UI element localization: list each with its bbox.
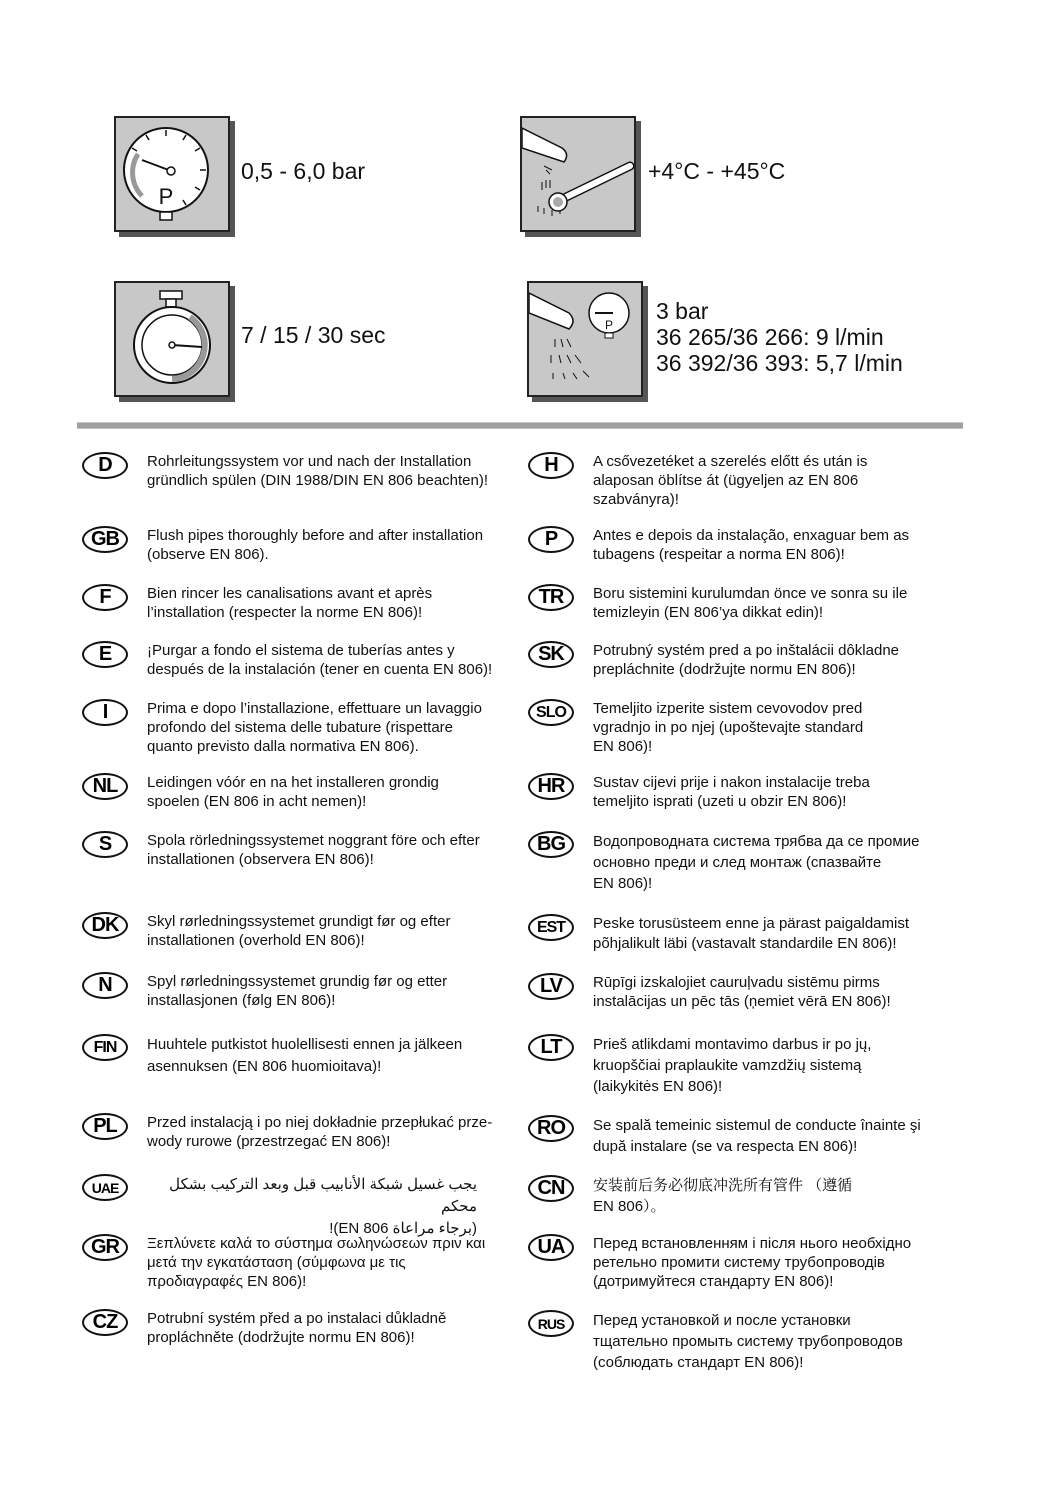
country-badge: FIN: [82, 1034, 128, 1061]
lang-row-est: [528, 914, 909, 954]
lang-row-s: [82, 831, 480, 869]
instruction-text: Водопроводната система трябва да се промие основно преди и след монтаж (спазвайте EN 806)!: [593, 833, 920, 892]
gauge-letter: P: [158, 184, 174, 209]
instruction-text: Flush pipes thoroughly before and after installation (observe EN 806).: [147, 527, 484, 563]
lang-row-slo: [528, 699, 863, 756]
country-badge: NL: [82, 773, 128, 800]
pressure-gauge-icon: [114, 116, 230, 232]
flow-rate-block: [656, 298, 903, 376]
pressure-range: 0,5 - 6,0 bar: [241, 158, 366, 184]
instruction-text: Se spală temeinic sistemul de conducte înainte şi după instalare (se va respecta EN 806)!: [593, 1117, 921, 1155]
lang-row-uae: [82, 1174, 477, 1240]
country-badge: PL: [82, 1113, 128, 1140]
lang-row-f: [82, 584, 432, 622]
country-badge: UA: [528, 1234, 574, 1261]
country-badge: EST: [528, 914, 574, 941]
country-badge: SLO: [528, 699, 574, 726]
lang-row-gb: [82, 526, 483, 564]
country-badge: DK: [82, 912, 128, 939]
instruction-text: Prieš atlikdami montavimo darbus ir po jų, kruopščiai praplaukite vamzdžių sistemą (laikykitės EN 806)!: [593, 1036, 872, 1095]
country-badge: P: [528, 526, 574, 553]
country-badge: CZ: [82, 1309, 128, 1336]
instruction-text: Antes e depois da instalação, enxaguar bem as tubagens (respeitar a norma EN 806)!: [593, 527, 910, 563]
instruction-text: Spyl rørledningssystemet grundig før og etter installasjonen (følg EN 806)!: [147, 973, 448, 1009]
section-divider: [77, 422, 963, 429]
flow-gauge-letter: P: [604, 318, 614, 332]
flow-rate-1: 36 265/36 266: 9 l/min: [656, 324, 884, 350]
flush-duration: 7 / 15 / 30 sec: [241, 322, 386, 348]
instruction-text: 安装前后务必彻底冲洗所有管件 （遵循 EN 806）。: [593, 1177, 853, 1215]
lang-row-hr: [528, 773, 870, 811]
instruction-text: Potrubní systém před a po instalaci důkladně propláchněte (dodržujte normu EN 806)!: [147, 1310, 447, 1346]
lang-row-bg: [528, 831, 919, 894]
instruction-text: Prima e dopo l’installazione, effettuare un lavaggio profondo del sistema delle tubature (rispettare quanto previsto dalla normativa EN 806).: [147, 700, 482, 755]
instruction-text: Leidingen vóór en na het installeren grondig spoelen (EN 806 in acht nemen)!: [147, 774, 439, 810]
lang-row-lt: [528, 1034, 871, 1097]
lang-row-cz: [82, 1309, 446, 1347]
instruction-text: Skyl rørledningssystemet grundigt før og efter installationen (overhold EN 806)!: [147, 913, 451, 949]
instruction-text: Перед встановленням і після нього необхідно ретельно промити систему трубопроводів (дотримуйтеся стандарту EN 806)!: [593, 1235, 912, 1290]
country-badge: F: [82, 584, 128, 611]
lang-row-ua: [528, 1234, 911, 1291]
lang-row-cn: [528, 1175, 852, 1217]
lang-row-h: [528, 452, 867, 509]
country-badge: N: [82, 972, 128, 999]
country-badge: GB: [82, 526, 128, 553]
country-badge: D: [82, 452, 128, 479]
instruction-text: Boru sistemini kurulumdan önce ve sonra su ile temizleyin (EN 806’ya dikkat edin)!: [593, 585, 908, 621]
instruction-text: Перед установкой и после установки тщательно промыть систему трубопроводов (соблюдать стандарт EN 806)!: [593, 1312, 903, 1371]
country-badge: BG: [528, 831, 574, 858]
lang-row-gr: [82, 1234, 485, 1291]
lang-row-tr: [528, 584, 907, 622]
instruction-text: Sustav cijevi prije i nakon instalacije treba temeljito isprati (uzeti u obzir EN 806)!: [593, 774, 870, 810]
instruction-text: Peske torusüsteem enne ja pärast paigaldamist põhjalikult läbi (vastavalt standardile EN 806)!: [593, 915, 910, 952]
lang-row-fin: [82, 1034, 462, 1078]
lang-row-dk: [82, 912, 450, 950]
country-badge: S: [82, 831, 128, 858]
instruction-text: Bien rincer les canalisations avant et après l’installation (respecter la norme EN 806)!: [147, 585, 433, 621]
lang-row-n: [82, 972, 447, 1010]
country-badge: UAE: [82, 1174, 128, 1201]
lang-row-pl: [82, 1113, 492, 1151]
instruction-text: Przed instalacją i po niej dokładnie przepłukać prze- wody rurowe (przestrzegać EN 806)!: [147, 1114, 493, 1150]
country-badge: TR: [528, 584, 574, 611]
lang-row-d: [82, 452, 488, 490]
flow-rate-2: 36 392/36 393: 5,7 l/min: [656, 350, 903, 376]
instruction-text: Temeljito izperite sistem cevovodov pred vgradnjo in po njej (upoštevajte standard EN 806)!: [593, 700, 864, 755]
country-badge: CN: [528, 1175, 574, 1202]
country-badge: H: [528, 452, 574, 479]
instruction-text: Huuhtele putkistot huolellisesti ennen ja jälkeen asennuksen (EN 806 huomioitava)!: [147, 1036, 463, 1075]
lang-row-p: [528, 526, 909, 564]
instruction-text: Rohrleitungssystem vor und nach der Installation gründlich spülen (DIN 1988/DIN EN 806 beachten)!: [147, 453, 489, 489]
lang-row-sk: [528, 641, 899, 679]
stopwatch-icon: [114, 281, 230, 397]
instruction-text: Ξεπλύνετε καλά το σύστημα σωληνώσεων πριν και μετά την εγκατάσταση (σύμφωνα με τις προδιαγραφές EN 806)!: [147, 1235, 486, 1290]
lang-row-nl: [82, 773, 439, 811]
country-badge: SK: [528, 641, 574, 668]
country-badge: LT: [528, 1034, 574, 1061]
instruction-text: يجب غسيل شبكة الأنابيب قبل وبعد التركيب بشكل محكم (برجاء مراعاة EN 806)!: [169, 1176, 477, 1237]
lang-row-ro: [528, 1115, 921, 1157]
country-badge: LV: [528, 973, 574, 1000]
country-badge: HR: [528, 773, 574, 800]
instruction-text: Rūpīgi izskalojiet cauruļvadu sistēmu pirms instalācijas un pēc tās (ņemiet vērā EN 806)!: [593, 974, 891, 1010]
country-badge: RO: [528, 1115, 574, 1142]
country-badge: E: [82, 641, 128, 668]
country-badge: I: [82, 699, 128, 726]
instruction-text: A csővezetéket a szerelés előtt és után is alaposan öblítse át (ügyeljen az EN 806 szabványra)!: [593, 453, 868, 508]
lang-row-e: [82, 641, 492, 679]
thermometer-faucet-icon: [520, 116, 636, 232]
flow-pressure: 3 bar: [656, 298, 709, 324]
instruction-text: ¡Purgar a fondo el sistema de tuberías antes y después de la instalación (tener en cuenta EN 806)!: [147, 642, 493, 678]
instruction-text: Potrubný systém pred a po inštalácii dôkladne prepláchnite (dodržujte normu EN 806)!: [593, 642, 900, 678]
faucet-flow-gauge-icon: [527, 281, 643, 397]
country-badge: RUS: [528, 1310, 574, 1337]
lang-row-lv: [528, 973, 891, 1011]
temperature-range: +4°C - +45°C: [648, 158, 786, 184]
lang-row-rus: [528, 1310, 903, 1373]
country-badge: GR: [82, 1234, 128, 1261]
lang-row-i: [82, 699, 482, 756]
instruction-text: Spola rörledningssystemet noggrant före och efter installationen (observera EN 806)!: [147, 832, 480, 868]
